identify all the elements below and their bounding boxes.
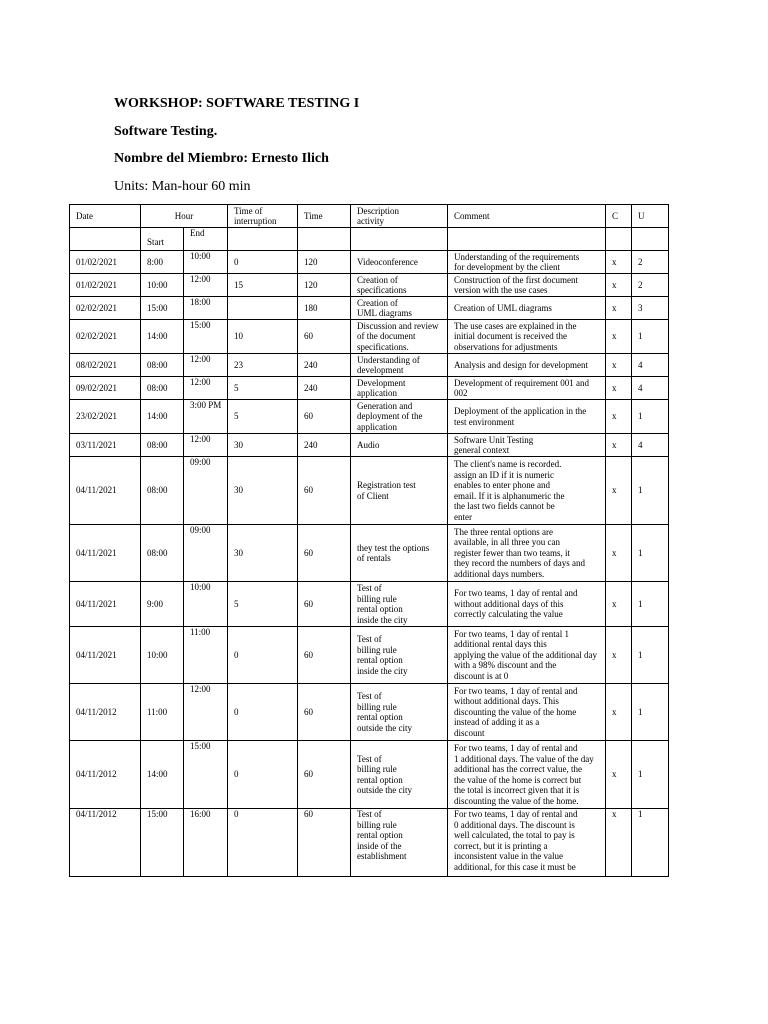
cell-u: 4: [632, 354, 669, 377]
cell-start: 14:00: [141, 400, 184, 434]
cell-c: x: [606, 457, 632, 525]
table-row: [70, 457, 669, 525]
table-row: [70, 525, 669, 582]
cell-activity: Understanding of development: [351, 354, 448, 377]
cell-comment: Deployment of the application in the test environment: [448, 400, 606, 434]
subheader-empty: [632, 228, 669, 251]
cell-date: 04/11/2012: [70, 809, 141, 877]
cell-comment: Software Unit Testing general context: [448, 434, 606, 457]
cell-interruption: [228, 297, 298, 320]
cell-date: 04/11/2012: [70, 741, 141, 809]
cell-start: 08:00: [141, 354, 184, 377]
cell-start: 10:00: [141, 274, 184, 297]
table-row: [70, 320, 669, 354]
table-row: [70, 582, 669, 627]
cell-activity: Discussion and review of the document specifications.: [351, 320, 448, 354]
cell-time: 60: [298, 525, 351, 582]
cell-interruption: 5: [228, 377, 298, 400]
cell-start: 14:00: [141, 741, 184, 809]
cell-c: x: [606, 320, 632, 354]
cell-interruption: 5: [228, 582, 298, 627]
cell-time: 60: [298, 684, 351, 741]
cell-date: 02/02/2021: [70, 297, 141, 320]
cell-activity: Test of billing rule rental option outside the city: [351, 684, 448, 741]
cell-time: 60: [298, 582, 351, 627]
cell-date: 04/11/2021: [70, 582, 141, 627]
cell-u: 3: [632, 297, 669, 320]
cell-time: 180: [298, 297, 351, 320]
cell-u: 4: [632, 377, 669, 400]
cell-u: 1: [632, 457, 669, 525]
cell-c: x: [606, 297, 632, 320]
cell-interruption: 0: [228, 684, 298, 741]
cell-interruption: 30: [228, 434, 298, 457]
cell-c: x: [606, 809, 632, 877]
header-hour: Hour: [141, 205, 228, 228]
subheader-empty: [351, 228, 448, 251]
cell-u: 1: [632, 741, 669, 809]
cell-u: 1: [632, 525, 669, 582]
cell-date: 23/02/2021: [70, 400, 141, 434]
table-row: [70, 251, 669, 274]
cell-interruption: 30: [228, 525, 298, 582]
cell-end: 12:00: [184, 684, 228, 741]
table-subheader-row: [70, 228, 669, 251]
table-row: [70, 434, 669, 457]
cell-activity: Creation of specifications: [351, 274, 448, 297]
cell-time: 60: [298, 627, 351, 684]
cell-interruption: 10: [228, 320, 298, 354]
cell-time: 120: [298, 251, 351, 274]
units-label: Units: Man-hour 60 min: [114, 179, 251, 194]
cell-end: 09:00: [184, 457, 228, 525]
table-row: [70, 627, 669, 684]
cell-c: x: [606, 684, 632, 741]
document-subtitle: Software Testing.: [114, 124, 218, 139]
cell-c: x: [606, 627, 632, 684]
cell-end: 12:00: [184, 274, 228, 297]
cell-end: 18:00: [184, 297, 228, 320]
cell-c: x: [606, 377, 632, 400]
table-row: [70, 741, 669, 809]
subheader-empty: [70, 228, 141, 251]
header-time: Time: [298, 205, 351, 228]
header-u: U: [632, 205, 669, 228]
table-row: [70, 274, 669, 297]
cell-u: 1: [632, 320, 669, 354]
table-header-row: [70, 205, 669, 228]
cell-c: x: [606, 354, 632, 377]
subheader-empty: [298, 228, 351, 251]
header-activity: Description activity: [351, 205, 448, 228]
cell-c: x: [606, 434, 632, 457]
cell-end: 15:00: [184, 741, 228, 809]
cell-date: 01/02/2021: [70, 274, 141, 297]
cell-end: 10:00: [184, 582, 228, 627]
cell-date: 04/11/2021: [70, 525, 141, 582]
cell-comment: Development of requirement 001 and 002: [448, 377, 606, 400]
header-c: C: [606, 205, 632, 228]
cell-date: 09/02/2021: [70, 377, 141, 400]
cell-comment: Understanding of the requirements for development by the client: [448, 251, 606, 274]
header-end: End: [184, 228, 228, 251]
cell-end: 15:00: [184, 320, 228, 354]
subheader-empty: [228, 228, 298, 251]
cell-interruption: 30: [228, 457, 298, 525]
cell-start: 8:00: [141, 251, 184, 274]
cell-c: x: [606, 741, 632, 809]
cell-start: 11:00: [141, 684, 184, 741]
cell-c: x: [606, 251, 632, 274]
cell-end: 12:00: [184, 434, 228, 457]
cell-interruption: 0: [228, 627, 298, 684]
cell-end: 12:00: [184, 354, 228, 377]
cell-comment: For two teams, 1 day of rental 1 additional rental days this applying the value of the additional day with a 98% discount and the discount is at 0: [448, 627, 606, 684]
cell-time: 240: [298, 354, 351, 377]
cell-date: 08/02/2021: [70, 354, 141, 377]
cell-start: 10:00: [141, 627, 184, 684]
cell-end: 10:00: [184, 251, 228, 274]
cell-u: 4: [632, 434, 669, 457]
cell-date: 04/11/2021: [70, 457, 141, 525]
document-title: WORKSHOP: SOFTWARE TESTING I: [114, 96, 360, 111]
cell-date: 03/11/2021: [70, 434, 141, 457]
cell-comment: The use cases are explained in the initial document is received the observations for adjustments: [448, 320, 606, 354]
cell-comment: For two teams, 1 day of rental and 1 additional days. The value of the day additional has the correct value, the the value of the home is correct but the total is incorrect given that it is discounting the value of the home.: [448, 741, 606, 809]
cell-u: 1: [632, 400, 669, 434]
cell-activity: Creation of UML diagrams: [351, 297, 448, 320]
cell-start: 9:00: [141, 582, 184, 627]
cell-time: 240: [298, 434, 351, 457]
activity-log-table: [69, 204, 669, 877]
cell-comment: Construction of the first document version with the use cases: [448, 274, 606, 297]
cell-activity: Registration test of Client: [351, 457, 448, 525]
cell-u: 1: [632, 684, 669, 741]
cell-interruption: 0: [228, 741, 298, 809]
cell-activity: Audio: [351, 434, 448, 457]
table-row: [70, 377, 669, 400]
cell-u: 2: [632, 251, 669, 274]
table-body: [70, 251, 669, 877]
header-start: Start: [141, 228, 184, 251]
cell-activity: Generation and deployment of the application: [351, 400, 448, 434]
member-name: Nombre del Miembro: Ernesto Ilich: [114, 151, 329, 166]
cell-c: x: [606, 400, 632, 434]
cell-time: 60: [298, 320, 351, 354]
cell-time: 60: [298, 741, 351, 809]
cell-interruption: 0: [228, 251, 298, 274]
cell-start: 08:00: [141, 377, 184, 400]
cell-start: 15:00: [141, 809, 184, 877]
cell-start: 15:00: [141, 297, 184, 320]
cell-activity: Test of billing rule rental option outside the city: [351, 741, 448, 809]
cell-time: 60: [298, 457, 351, 525]
cell-time: 240: [298, 377, 351, 400]
cell-date: 04/11/2021: [70, 627, 141, 684]
cell-end: 09:00: [184, 525, 228, 582]
cell-start: 14:00: [141, 320, 184, 354]
cell-interruption: 15: [228, 274, 298, 297]
cell-activity: Videoconference: [351, 251, 448, 274]
cell-time: 60: [298, 809, 351, 877]
cell-c: x: [606, 582, 632, 627]
cell-comment: The three rental options are available, in all three you can register fewer than two teams, it they record the numbers of days and additional days numbers.: [448, 525, 606, 582]
table-row: [70, 354, 669, 377]
table-row: [70, 684, 669, 741]
cell-start: 08:00: [141, 457, 184, 525]
header-date: Date: [70, 205, 141, 228]
cell-date: 01/02/2021: [70, 251, 141, 274]
cell-comment: For two teams, 1 day of rental and without additional days. This discounting the value of the home instead of adding it as a discount: [448, 684, 606, 741]
cell-end: 16:00: [184, 809, 228, 877]
cell-end: 12:00: [184, 377, 228, 400]
cell-u: 1: [632, 809, 669, 877]
table-row: [70, 809, 669, 877]
cell-u: 1: [632, 582, 669, 627]
cell-start: 08:00: [141, 525, 184, 582]
cell-date: 02/02/2021: [70, 320, 141, 354]
cell-end: 11:00: [184, 627, 228, 684]
subheader-empty: [448, 228, 606, 251]
cell-activity: Test of billing rule rental option inside of the establishment: [351, 809, 448, 877]
subheader-empty: [606, 228, 632, 251]
cell-comment: Analysis and design for development: [448, 354, 606, 377]
cell-start: 08:00: [141, 434, 184, 457]
cell-comment: The client's name is recorded. assign an ID if it is numeric enables to enter phone and email. If it is alphanumeric the the last two fields cannot be enter: [448, 457, 606, 525]
cell-activity: Test of billing rule rental option inside the city: [351, 627, 448, 684]
cell-interruption: 23: [228, 354, 298, 377]
table-row: [70, 400, 669, 434]
cell-comment: For two teams, 1 day of rental and without additional days of this correctly calculating the value: [448, 582, 606, 627]
cell-activity: Development application: [351, 377, 448, 400]
cell-u: 2: [632, 274, 669, 297]
cell-end: 3:00 PM: [184, 400, 228, 434]
cell-time: 120: [298, 274, 351, 297]
cell-c: x: [606, 525, 632, 582]
cell-c: x: [606, 274, 632, 297]
cell-comment: Creation of UML diagrams: [448, 297, 606, 320]
cell-u: 1: [632, 627, 669, 684]
table-row: [70, 297, 669, 320]
cell-activity: Test of billing rule rental option inside the city: [351, 582, 448, 627]
cell-activity: they test the options of rentals: [351, 525, 448, 582]
cell-interruption: 5: [228, 400, 298, 434]
header-comment: Comment: [448, 205, 606, 228]
cell-interruption: 0: [228, 809, 298, 877]
header-interruption: Time of interruption: [228, 205, 298, 228]
cell-comment: For two teams, 1 day of rental and 0 additional days. The discount is well calculated, the total to pay is correct, but it is printing a inconsistent value in the value additional, for this case it must be: [448, 809, 606, 877]
cell-date: 04/11/2012: [70, 684, 141, 741]
cell-time: 60: [298, 400, 351, 434]
